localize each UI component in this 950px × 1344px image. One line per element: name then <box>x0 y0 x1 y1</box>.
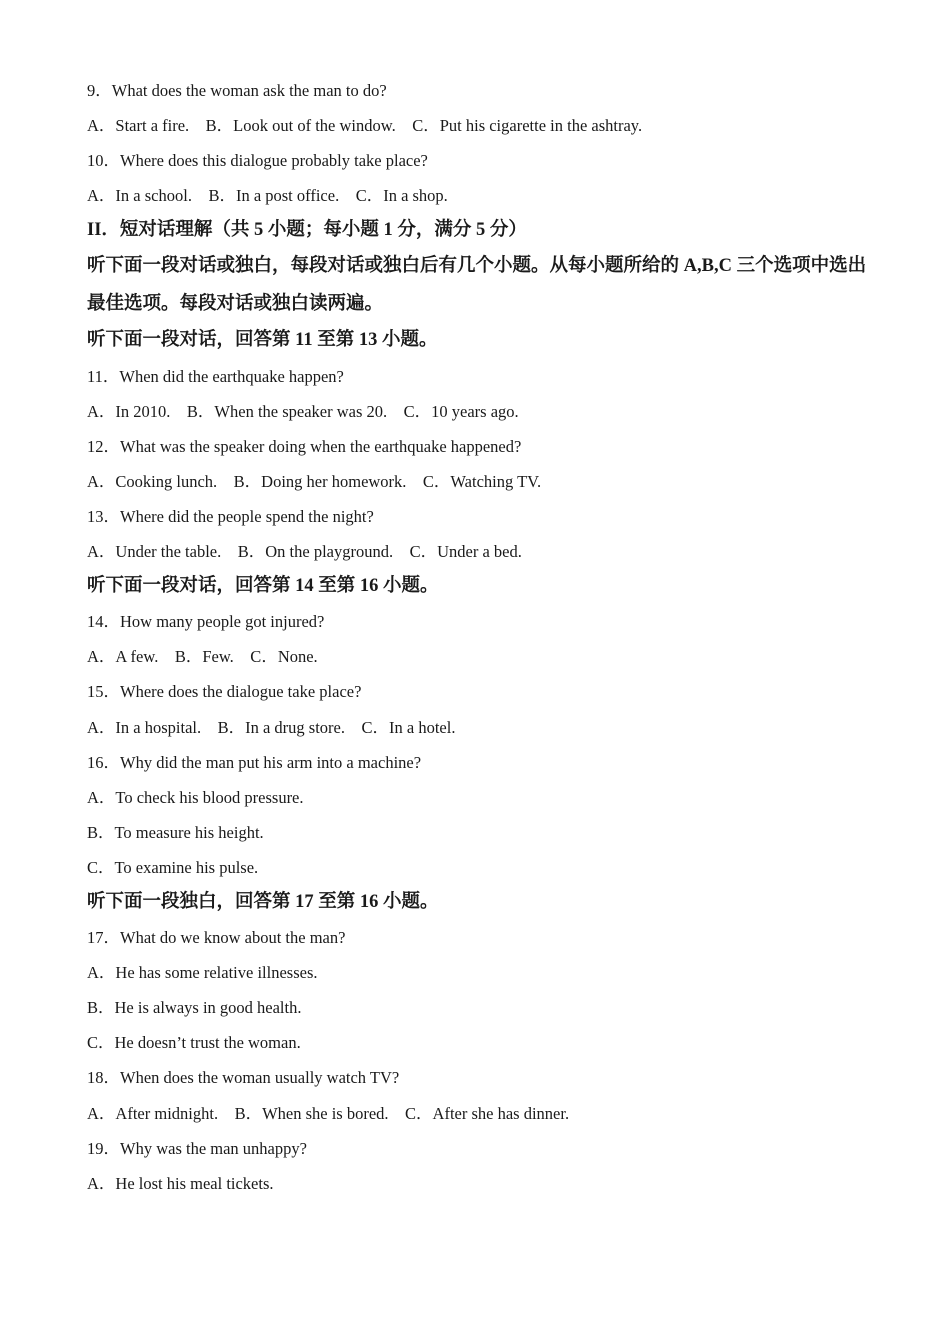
options-12: A．Cooking lunch. B．Doing her homework. C．Watching TV. <box>87 471 542 491</box>
monologue-heading-17: 听下面一段独白，回答第 17 至第 16 小题。 <box>87 891 439 912</box>
option-17-c: C．He doesn’t trust the woman. <box>87 1033 301 1053</box>
option-19-a: A．He lost his meal tickets. <box>87 1173 274 1193</box>
section-instructions: 听下面一段对话或独白，每段对话或独白后有几个小题。从每小题所给的 A,B,C 三个选项中选出最佳选项。每段对话或独白读两遍。 <box>87 256 867 314</box>
question-12: 12．What was the speaker doing when the earthquake happened? <box>87 436 522 456</box>
option-17-b: B．He is always in good health. <box>87 998 302 1018</box>
question-16: 16．Why did the man put his arm into a machine? <box>87 752 422 772</box>
options-13: A．Under the table. B．On the playground. C．Under a bed. <box>87 542 522 562</box>
option-16-b: B．To measure his height. <box>87 822 264 842</box>
options-10: A．In a school. B．In a post office. C．In a shop. <box>87 186 448 206</box>
question-9: 9．What does the woman ask the man to do? <box>87 81 387 100</box>
question-13: 13．Where did the people spend the night? <box>87 506 374 526</box>
question-19: 19．Why was the man unhappy? <box>87 1138 307 1158</box>
question-15: 15．Where does the dialogue take place? <box>87 682 362 702</box>
option-16-a: A．To check his blood pressure. <box>87 787 304 807</box>
options-15: A．In a hospital. B．In a drug store. C．In a hotel. <box>87 717 456 737</box>
dialogue-heading-14-16: 听下面一段对话，回答第 14 至第 16 小题。 <box>87 576 439 597</box>
question-11: 11．When did the earthquake happen? <box>87 366 344 386</box>
option-17-a: A．He has some relative illnesses. <box>87 963 318 983</box>
options-14: A．A few. B．Few. C．None. <box>87 647 318 667</box>
question-17: 17．What do we know about the man? <box>87 928 346 948</box>
question-14: 14．How many people got injured? <box>87 612 325 632</box>
options-9: A．Start a fire. B．Look out of the window. C．Put his cigarette in the ashtray. <box>87 116 643 136</box>
option-16-c: C．To examine his pulse. <box>87 857 259 877</box>
options-11: A．In 2010. B．When the speaker was 20. C．10 years ago. <box>87 401 519 421</box>
question-10: 10．Where does this dialogue probably take place? <box>87 151 428 171</box>
section-ii-heading: II．短对话理解（共 5 小题；每小题 1 分，满分 5 分） <box>87 220 527 241</box>
exam-page <box>87 73 877 1201</box>
question-18: 18．When does the woman usually watch TV? <box>87 1068 400 1088</box>
options-18: A．After midnight. B．When she is bored. C．After she has dinner. <box>87 1103 570 1123</box>
dialogue-heading-11-13: 听下面一段对话，回答第 11 至第 13 小题。 <box>87 330 438 351</box>
